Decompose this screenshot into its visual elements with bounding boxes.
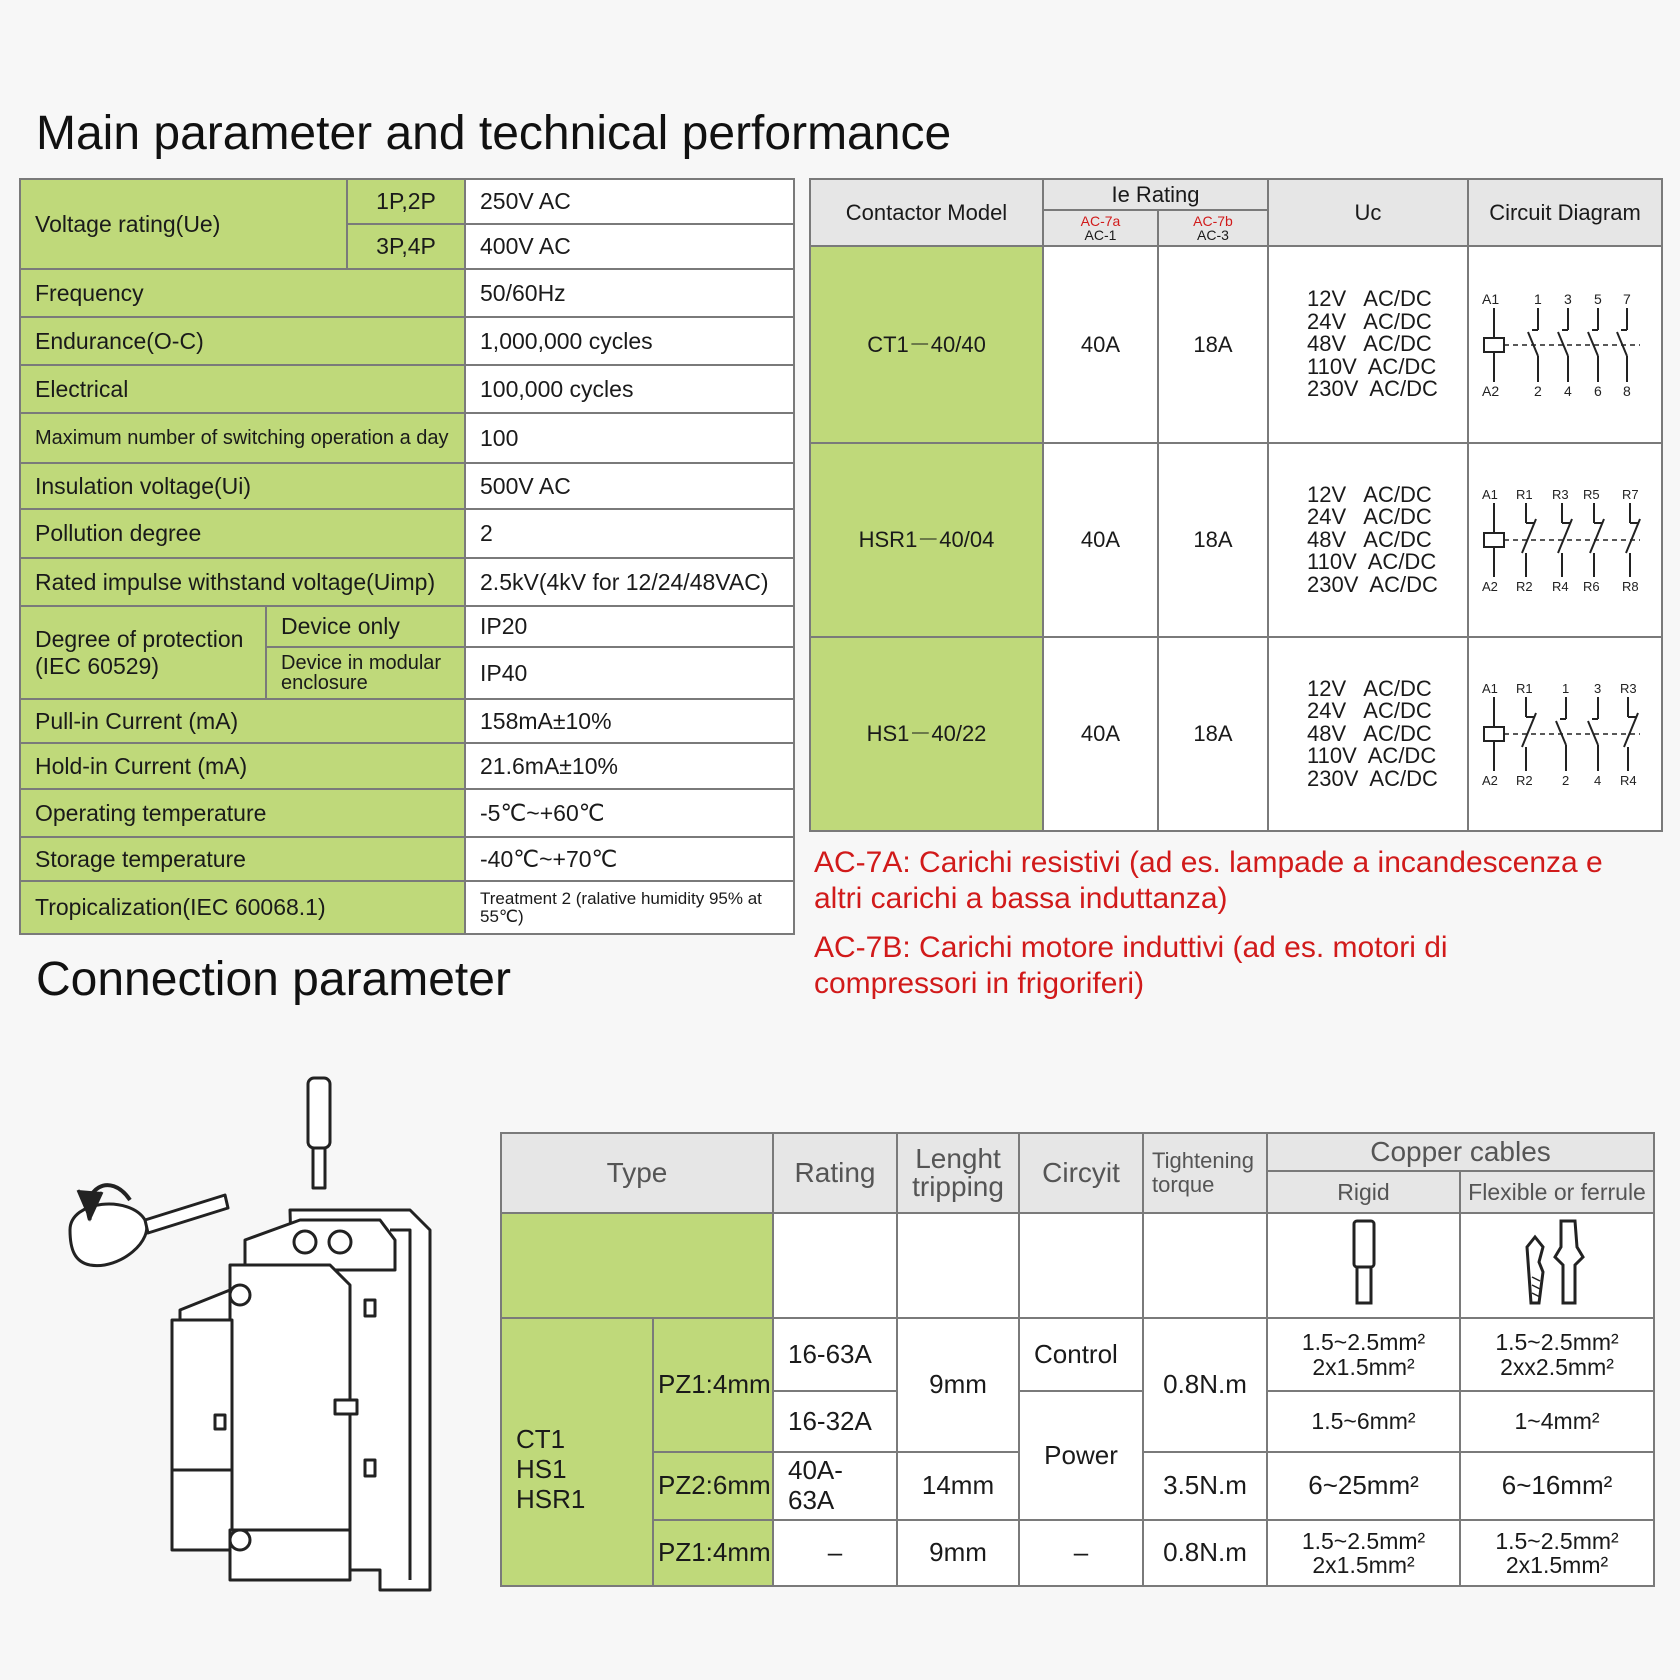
voltage-rating-label: Voltage rating(Ue) [20,179,347,269]
svg-text:1: 1 [1534,290,1542,307]
terminal-pz1: PZ1:4mm [653,1318,773,1452]
header-uc: Uc [1268,179,1468,246]
rigid-value: 1.5~2.5mm² 2x1.5mm² [1267,1318,1460,1391]
param-label: Electrical [20,365,465,413]
header-ie-rating: Ie Rating [1043,179,1268,210]
param-label: Rated impulse withstand voltage(Uimp) [20,558,465,606]
circuit-diagram-nc [1468,443,1662,637]
rigid-value: 1.5~6mm² [1267,1391,1460,1452]
flexible-cable-icon [1460,1213,1654,1318]
uc-voltages: 12V AC/DC 24V AC/DC 48V AC/DC 110V AC/DC 230V AC/DC [1268,246,1468,443]
svg-text:A1: A1 [1482,487,1498,502]
rigid-value: 6~25mm² [1267,1452,1460,1520]
svg-text:R1: R1 [1516,487,1533,502]
flexible-value: 1.5~2.5mm² 2xx2.5mm² [1460,1318,1654,1391]
label-a1: A1 [1482,290,1500,307]
uc-voltages: 12V AC/DC 24V AC/DC 48V AC/DC 110V AC/DC 230V AC/DC [1268,637,1468,831]
svg-text:R4: R4 [1620,773,1637,788]
param-label: Hold-in Current (mA) [20,743,465,789]
header-circuit: Circyit [1019,1133,1143,1213]
circuit-control: Control [1019,1318,1143,1391]
param-value: -5℃~+60℃ [465,789,794,837]
svg-text:1: 1 [1562,681,1570,696]
svg-text:2: 2 [1534,382,1542,399]
header-ac7b: AC-7b [1193,213,1233,229]
svg-text:R2: R2 [1516,579,1533,594]
param-value: 21.6mA±10% [465,743,794,789]
rating-ac7b: 18A [1158,246,1268,443]
param-value: Treatment 2 (ralative humidity 95% at 55℃) [465,881,794,934]
circuit-diagram-no-nc [1468,637,1662,831]
svg-text:R2: R2 [1516,773,1533,788]
svg-text:7: 7 [1623,290,1631,307]
svg-text:A2: A2 [1482,382,1500,399]
rating-ac7a: 40A [1043,246,1158,443]
svg-text:R5: R5 [1583,487,1600,502]
header-ac3: AC-3 [1197,227,1229,243]
param-label: Maximum number of switching operation a day [20,413,465,463]
protection-sub-label: Device only [266,606,465,647]
protection-value: IP20 [465,606,794,647]
header-rating: Rating [773,1133,897,1213]
svg-text:R7: R7 [1622,487,1639,502]
contactor-table [809,178,1663,832]
rating-value: – [773,1520,897,1586]
svg-text:8: 8 [1623,382,1631,399]
contactor-model: HS1－40/22 [810,637,1043,831]
param-value: 50/60Hz [465,269,794,317]
poles-3p4p: 3P,4P [347,224,465,269]
param-label: Operating temperature [20,789,465,837]
rigid-cable-icon [1267,1213,1460,1318]
torque-value: 3.5N.m [1143,1452,1267,1520]
header-ac1: AC-1 [1084,227,1117,243]
svg-text:3: 3 [1594,681,1602,696]
svg-text:R3: R3 [1620,681,1637,696]
terminal-pz2: PZ2:6mm [653,1452,773,1520]
svg-text:R6: R6 [1583,579,1600,594]
flexible-value: 6~16mm² [1460,1452,1654,1520]
length-value: 14mm [897,1452,1019,1520]
length-value: 9mm [897,1520,1019,1586]
param-value: -40℃~+70℃ [465,837,794,881]
svg-text:3: 3 [1564,290,1572,307]
note-ac7b: AC-7B: Carichi motore induttivi (ad es. motori di compressori in frigoriferi) [814,931,1448,1000]
circuit-value: – [1019,1520,1143,1586]
contactor-model: HSR1－40/04 [810,443,1043,637]
header-tightening-torque: Tightening torque [1143,1133,1267,1213]
type-models: CT1 HS1 HSR1 [501,1318,653,1586]
param-value: 500V AC [465,463,794,509]
param-label: Endurance(O-C) [20,317,465,365]
terminal-pz1: PZ1:4mm [653,1520,773,1586]
type-blank-cell [501,1213,773,1318]
circuit-power: Power [1019,1391,1143,1520]
torque-value: 0.8N.m [1143,1520,1267,1586]
uc-voltages: 12V AC/DC 24V AC/DC 48V AC/DC 110V AC/DC 230V AC/DC [1268,443,1468,637]
rating-value: 16-63A [773,1318,897,1391]
param-label: Pull-in Current (mA) [20,699,465,743]
main-title: Main parameter and technical performance [36,107,952,160]
param-label: Insulation voltage(Ui) [20,463,465,509]
svg-text:R4: R4 [1552,579,1569,594]
protection-value: IP40 [465,647,794,699]
param-value: 2 [465,509,794,558]
contactor-model: CT1－40/40 [810,246,1043,443]
svg-text:R3: R3 [1552,487,1569,502]
header-type: Type [501,1133,773,1213]
rating-ac7a: 40A [1043,637,1158,831]
svg-text:5: 5 [1594,290,1602,307]
param-value: 100,000 cycles [465,365,794,413]
voltage-value-1: 250V AC [465,179,794,224]
svg-text:6: 6 [1594,382,1602,399]
note-ac7a: AC-7A: Carichi resistivi (ad es. lampade a incandescenza e altri carichi a bassa induttanza) [814,846,1603,915]
svg-text:A2: A2 [1482,579,1498,594]
svg-text:R1: R1 [1516,681,1533,696]
flexible-value: 1~4mm² [1460,1391,1654,1452]
length-value: 9mm [897,1318,1019,1452]
svg-text:2: 2 [1562,773,1570,788]
param-label: Storage temperature [20,837,465,881]
header-contactor-model: Contactor Model [810,179,1043,246]
param-value: 158mA±10% [465,699,794,743]
svg-text:4: 4 [1564,382,1572,399]
rating-ac7a: 40A [1043,443,1158,637]
main-parameter-table [19,178,795,935]
param-value: 100 [465,413,794,463]
param-label: Frequency [20,269,465,317]
protection-sub-label: Device in modular enclosure [266,647,465,699]
header-copper-cables: Copper cables [1267,1133,1654,1171]
param-label: Pollution degree [20,509,465,558]
connection-table [500,1132,1655,1587]
connection-title: Connection parameter [36,953,511,1006]
torque-value: 0.8N.m [1143,1318,1267,1452]
header-circuit-diagram: Circuit Diagram [1468,179,1662,246]
param-label: Tropicalization(IEC 60068.1) [20,881,465,934]
voltage-value-2: 400V AC [465,224,794,269]
svg-text:A2: A2 [1482,773,1498,788]
rating-value: 40A-63A [773,1452,897,1520]
flexible-value: 1.5~2.5mm² 2x1.5mm² [1460,1520,1654,1586]
protection-label: Degree of protection (IEC 60529) [20,606,266,699]
svg-text:4: 4 [1594,773,1602,788]
rating-ac7b: 18A [1158,637,1268,831]
contactor-illustration [50,1070,460,1610]
svg-text:A1: A1 [1482,681,1498,696]
rigid-value: 1.5~2.5mm² 2x1.5mm² [1267,1520,1460,1586]
rating-ac7b: 18A [1158,443,1268,637]
poles-1p2p: 1P,2P [347,179,465,224]
param-value: 1,000,000 cycles [465,317,794,365]
rating-value: 16-32A [773,1391,897,1452]
circuit-diagram-no [1468,246,1662,443]
header-ac7a: AC-7a [1080,213,1121,229]
header-length-tripping: Lenght tripping [897,1133,1019,1213]
header-flexible: Flexible or ferrule [1460,1171,1654,1213]
svg-text:R8: R8 [1622,579,1639,594]
param-value: 2.5kV(4kV for 12/24/48VAC) [465,558,794,606]
header-rigid: Rigid [1267,1171,1460,1213]
